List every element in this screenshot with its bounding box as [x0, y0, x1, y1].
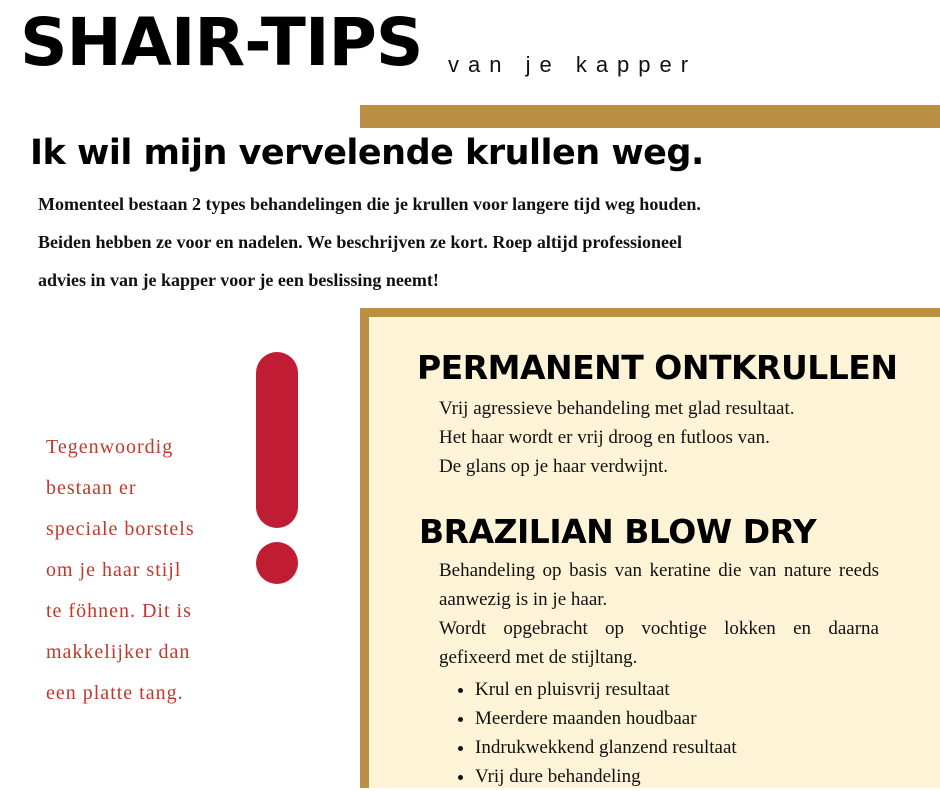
tip-line: een platte tang. [46, 682, 184, 704]
section-line: De glans op je haar verdwijnt. [439, 456, 668, 477]
section-paragraph: Wordt opgebracht op vochtige lokken en daarna gefixeerd met de stijltang. [439, 618, 879, 668]
list-item: • Meerdere maanden houdbaar [475, 704, 737, 733]
intro-line: advies in van je kapper voor je een beslissing neemt! [38, 270, 439, 290]
gold-divider [360, 105, 940, 128]
section-title-brazilian: BRAZILIAN BLOW DRY [419, 512, 817, 551]
section-line: Het haar wordt er vrij droog en futloos van. [439, 427, 770, 448]
list-item: • Krul en pluisvrij resultaat [475, 675, 737, 704]
section-line: Vrij agressieve behandeling met glad resultaat. [439, 398, 795, 419]
tip-line: Tegenwoordig [46, 436, 174, 458]
tip-line: om je haar stijl [46, 559, 182, 581]
section-paragraph: Behandeling op basis van keratine die van nature reeds aanwezig is in je haar. [439, 560, 879, 610]
section-title-permanent: PERMANENT ONTKRULLEN [417, 348, 898, 387]
exclamation-bar [256, 352, 298, 528]
section-body-brazilian [439, 556, 879, 672]
section-body-permanent [439, 394, 899, 481]
brand-title: SHAIR-TIPS [20, 4, 423, 81]
tip-line: speciale borstels [46, 518, 195, 540]
intro-text [38, 185, 918, 299]
intro-line: Momenteel bestaan 2 types behandelingen die je krullen voor langere tijd weg houden. [38, 194, 701, 214]
benefits-list [439, 675, 737, 791]
intro-line: Beiden hebben ze voor en nadelen. We beschrijven ze kort. Roep altijd professioneel [38, 232, 682, 252]
brand-tagline: van je kapper [448, 52, 698, 77]
tip-line: te föhnen. Dit is [46, 600, 192, 622]
list-item: • Indrukwekkend glanzend resultaat [475, 733, 737, 762]
tip-line: bestaan er [46, 477, 137, 499]
treatments-panel [360, 308, 940, 788]
list-item: • Vrij dure behandeling [475, 762, 737, 791]
page-headline: Ik wil mijn vervelende krullen weg. [30, 133, 704, 173]
tip-text [46, 427, 246, 714]
exclamation-dot [256, 542, 298, 584]
tip-line: makkelijker dan [46, 641, 191, 663]
